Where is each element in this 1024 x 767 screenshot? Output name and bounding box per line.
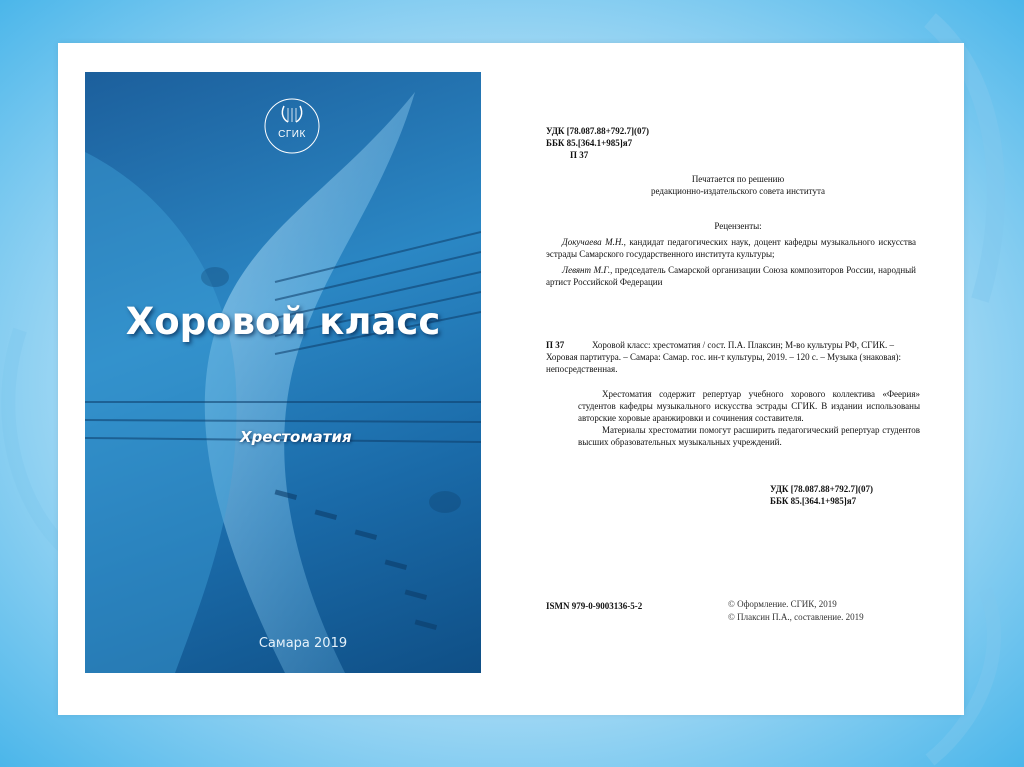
lyre-logo-icon xyxy=(262,96,322,156)
ismn-number: ISMN 979-0-9003136-5-2 xyxy=(546,601,643,611)
printed-by-line-2: редакционно-издательского совета института xyxy=(651,186,825,196)
reviewer-2-text: , председатель Самарской организации Союза композиторов России, народный артист Российской Федерации xyxy=(546,265,916,287)
copyright-compilation: © Плаксин П.А., составление. 2019 xyxy=(728,612,864,622)
abstract-paragraph-1: Хрестоматия содержит репертуар учебного хорового коллектива «Феерия» студентов кафедры музыкального искусства эстрады СГИК. В издании использованы авторские хоровые аранжировки и сочинения составителя. xyxy=(578,389,920,423)
printed-by-block xyxy=(538,173,938,197)
udk-header xyxy=(546,125,649,161)
copyright-block xyxy=(728,598,864,624)
copyright-design: © Оформление. СГИК, 2019 xyxy=(728,599,837,609)
reviewer-1-text: , кандидат педагогических наук, доцент кафедры музыкального искусства эстрады Самарского государственного института культуры; xyxy=(546,237,916,259)
cover-title: Хоровой класс xyxy=(125,300,441,343)
bib-code: П 37 xyxy=(546,340,565,350)
abstract xyxy=(578,388,920,448)
udk-footer-code: УДК [78.087.88+792.7](07) xyxy=(770,484,874,494)
reviewers-heading: Рецензенты: xyxy=(714,221,762,231)
udk-footer xyxy=(770,483,873,507)
cover-subtitle: Хрестоматия xyxy=(240,428,352,446)
logo-abbreviation: СГИК xyxy=(278,129,306,140)
cover-artwork xyxy=(85,72,481,673)
bibliographic-record xyxy=(546,339,918,375)
reviewer-2-name: Левянт М.Г. xyxy=(562,265,611,275)
bbk-footer-code: ББК 85.[364.1+985]я7 xyxy=(770,496,857,506)
author-sign: П 37 xyxy=(570,150,589,160)
cover-place-year: Самара 2019 xyxy=(258,636,348,651)
reviewer-2 xyxy=(546,264,916,288)
reviewer-1 xyxy=(546,236,916,260)
bib-text: Хоровой класс: хрестоматия / сост. П.А. Плаксин; М-во культуры РФ, СГИК. – Хоровая партитура. – Самара: Самар. гос. ин-т культуры, 2019. – 120 с. – Музыка (знаковая): непосредственная. xyxy=(546,340,902,374)
abstract-paragraph-2: Материалы хрестоматии помогут расширить педагогический репертуар студентов высших образовательных музыкальных учреждений. xyxy=(578,425,920,447)
imprint-page xyxy=(538,43,938,715)
book-spread xyxy=(58,43,964,715)
udk-code: УДК [78.087.88+792.7](07) xyxy=(546,126,650,136)
book-cover xyxy=(85,72,481,673)
reviewer-1-name: Докучаева М.Н. xyxy=(562,237,624,247)
bbk-code: ББК 85.[364.1+985]я7 xyxy=(546,138,633,148)
printed-by-line-1: Печатается по решению xyxy=(691,174,785,184)
